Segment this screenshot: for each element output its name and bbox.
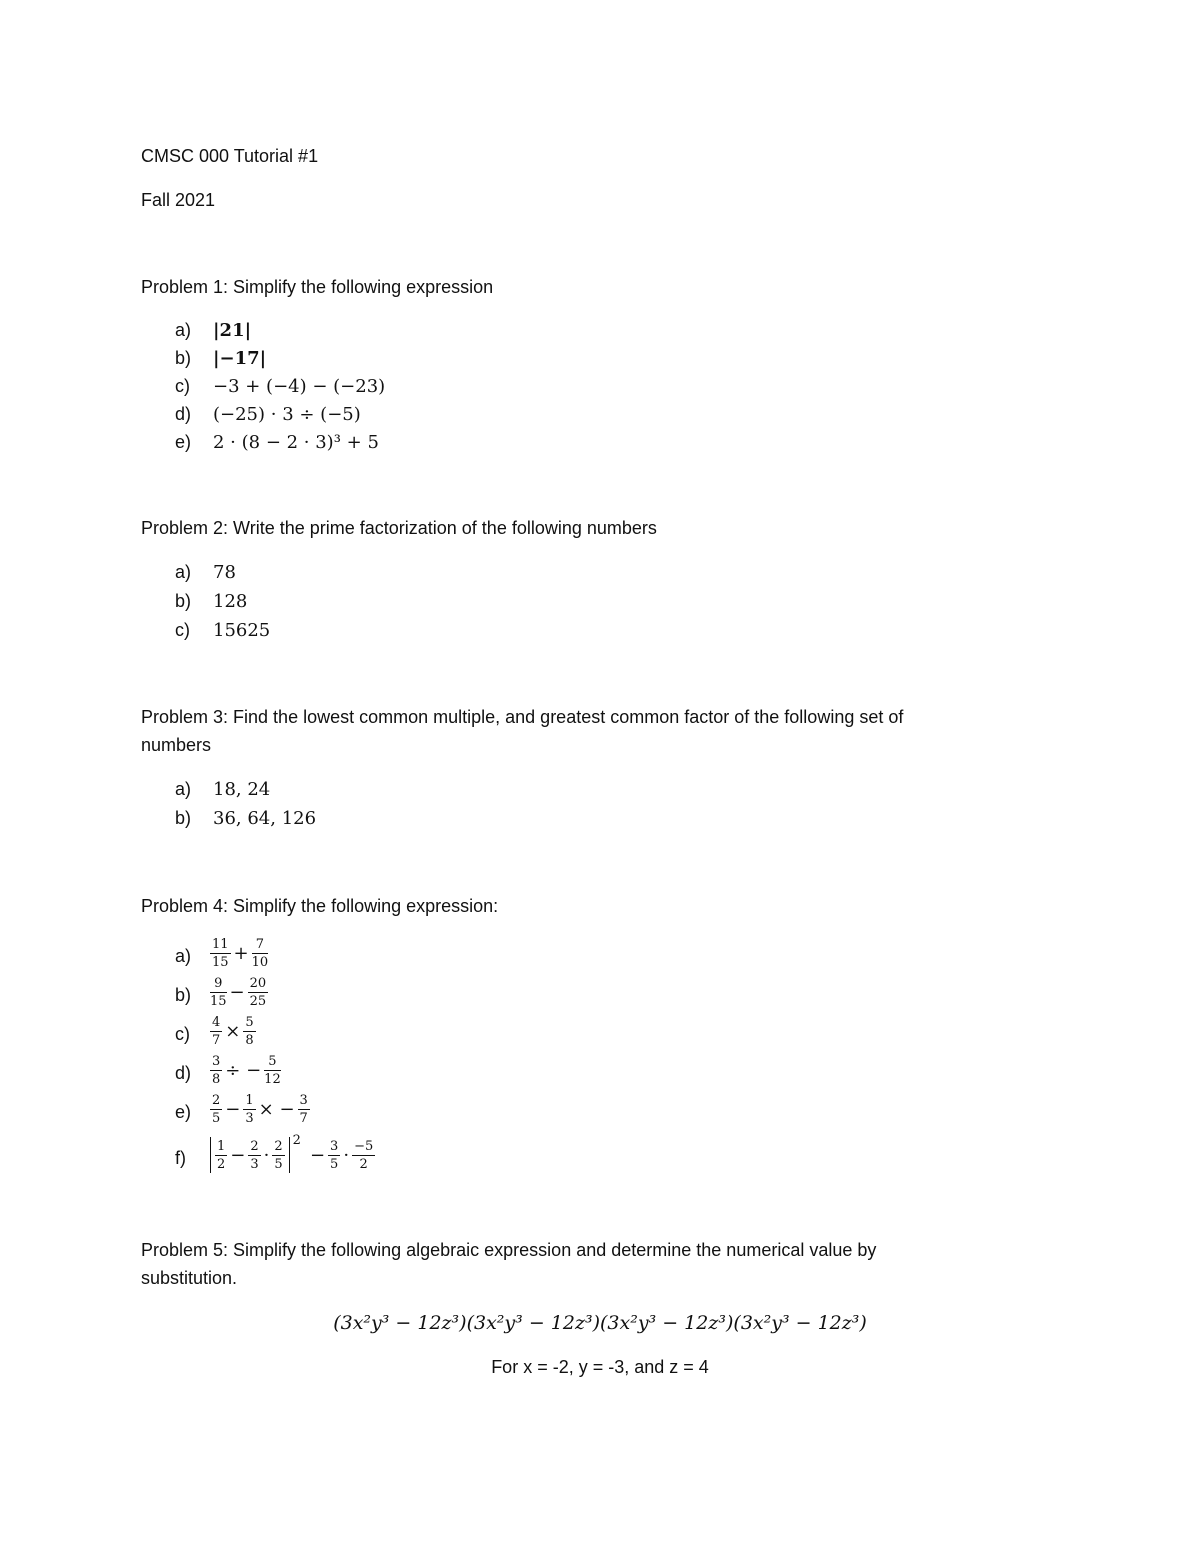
problem3-heading: Problem 3: Find the lowest common multiple, and greatest common factor of the following set of [141, 707, 904, 727]
fraction-expression-b: $\frac{9}{15}$ − $\frac{20}{25}$ [210, 976, 267, 1009]
fraction: $\frac{4}{7}$ [212, 1015, 221, 1048]
fraction-expression-e: $\frac{2}{5}$ − $\frac{1}{3}$ × − $\frac{3}{7}$ [212, 1093, 308, 1126]
fraction: $\frac{7}{10}$ [251, 937, 269, 970]
item-expression: (−25) · 3 ÷ (−5) [213, 404, 361, 425]
item-label: a) [175, 779, 192, 799]
fraction-expression-f: $\frac{1}{2}$ − $\frac{2}{3}$ · $\frac{2}{5}$ 2− $\frac{3}{5}$ · $\frac{-5}{2}$ [208, 1137, 377, 1173]
fraction: $\frac{20}{25}$ [249, 976, 267, 1009]
item-label: d) [175, 404, 192, 424]
problem5-heading-continued: substitution. [141, 1268, 238, 1288]
problem1-list [175, 320, 575, 470]
item-label: b) [175, 985, 192, 1005]
item-label: c) [175, 1024, 190, 1044]
item-expression: 15625 [213, 620, 271, 641]
fraction: $\frac{9}{15}$ [210, 976, 227, 1009]
problem1-heading: Problem 1: Simplify the following expression [141, 277, 494, 297]
fraction: $\frac{2}{5}$ [212, 1093, 221, 1126]
problem2-heading: Problem 2: Write the prime factorization of the following numbers [141, 518, 657, 538]
problem2-list [175, 562, 475, 652]
fraction: $\frac{11}{15}$ [212, 937, 229, 970]
problem3-list [175, 779, 475, 839]
item-expression: |21| [213, 320, 252, 341]
factor: (3x²y³ − 12z³) [333, 1312, 467, 1334]
exponent: 2 [292, 1133, 301, 1148]
algebraic-expression [0, 1312, 1200, 1334]
factor: (3x²y³ − 12z³) [600, 1312, 734, 1334]
fraction: $\frac{1}{3}$ [245, 1093, 254, 1126]
fraction-expression-c: $\frac{4}{7}$ × $\frac{5}{8}$ [212, 1015, 254, 1048]
substitution-values: For x = -2, y = -3, and z = 4 [491, 1357, 709, 1377]
fraction: $\frac{2}{5}$ [274, 1138, 283, 1172]
item-label: d) [175, 1063, 192, 1083]
fraction: $\frac{3}{7}$ [299, 1093, 308, 1126]
item-label: b) [175, 591, 192, 611]
item-label: a) [175, 320, 192, 340]
problem3-heading-continued: numbers [141, 735, 212, 755]
document-term: Fall 2021 [141, 190, 216, 210]
item-expression: 78 [213, 562, 236, 583]
item-expression: |−17| [213, 348, 267, 369]
item-expression: 18, 24 [213, 779, 271, 800]
fraction: $\frac{2}{3}$ [250, 1138, 259, 1172]
problem5-heading: Problem 5: Simplify the following algebraic expression and determine the numerical value by [141, 1240, 877, 1260]
fraction: $\frac{5}{12}$ [264, 1054, 281, 1087]
factor: (3x²y³ − 12z³) [733, 1312, 867, 1334]
fraction-expression-a: $\frac{11}{15}$ + $\frac{7}{10}$ [212, 937, 269, 970]
problem4-heading: Problem 4: Simplify the following expression: [141, 896, 499, 916]
fraction: $\frac{-5}{2}$ [354, 1138, 374, 1172]
item-label: e) [175, 1102, 192, 1122]
item-label: a) [175, 562, 192, 582]
factor: (3x²y³ − 12z³) [466, 1312, 600, 1334]
item-label: e) [175, 432, 192, 452]
fraction: $\frac{3}{8}$ [212, 1054, 221, 1087]
fraction: $\frac{5}{8}$ [245, 1015, 254, 1048]
fraction: $\frac{3}{5}$ [330, 1138, 339, 1172]
item-expression: −3 + (−4) − (−23) [213, 376, 386, 397]
absolute-value-bar [210, 1137, 211, 1173]
item-label: a) [175, 946, 192, 966]
document-title: CMSC 000 Tutorial #1 [141, 146, 319, 166]
item-label: b) [175, 808, 192, 828]
item-label: b) [175, 348, 192, 368]
fraction-expression-d: $\frac{3}{8}$ ÷ − $\frac{5}{12}$ [212, 1054, 281, 1087]
item-expression: 128 [213, 591, 248, 612]
item-expression: 36, 64, 126 [213, 808, 317, 829]
fraction: $\frac{1}{2}$ [217, 1138, 226, 1172]
item-label: c) [175, 376, 190, 396]
absolute-value-bar [289, 1137, 290, 1173]
item-expression: 2 · (8 − 2 · 3)³ + 5 [213, 432, 379, 453]
item-label: c) [175, 620, 190, 640]
item-label: f) [175, 1148, 186, 1168]
